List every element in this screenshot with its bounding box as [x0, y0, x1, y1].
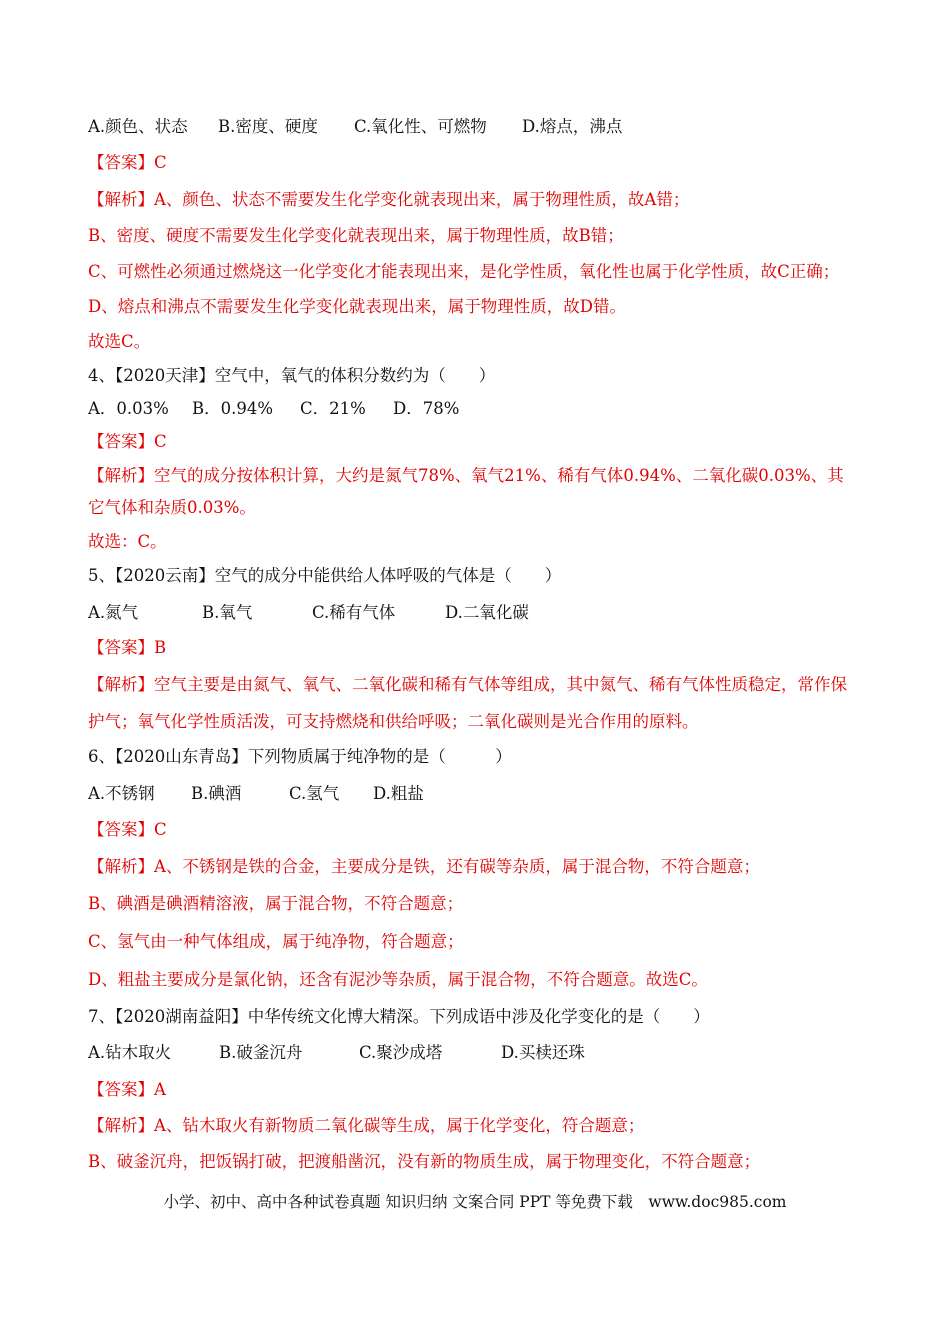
q6-option-c: C.氢气 — [289, 784, 340, 803]
q5-answer: 【答案】B — [88, 638, 167, 657]
q7-options — [88, 1042, 890, 1064]
q7-question: 7、【2020湖南益阳】中华传统文化博大精深。下列成语中涉及化学变化的是（ ） — [88, 1007, 710, 1026]
q3-analysis-line: D、熔点和沸点不需要发生化学变化就表现出来，属于物理性质，故D错。 — [88, 297, 626, 316]
q3-option-c: C.氧化性、可燃物 — [354, 117, 487, 136]
q4-options — [88, 398, 890, 420]
q5-question: 5、【2020云南】空气的成分中能供给人体呼吸的气体是（ ） — [88, 566, 562, 585]
q3-analysis-line: C、可燃性必须通过燃烧这一化学变化才能表现出来，是化学性质，氧化性也属于化学性质，故C正确； — [88, 262, 840, 281]
q4-option-b: B．0.94% — [192, 399, 274, 418]
q7-analysis-line: 【解析】A、钻木取火有新物质二氧化碳等生成，属于化学变化，符合题意； — [88, 1116, 645, 1135]
q3-options — [88, 116, 890, 138]
q3-analysis-line: B、密度、硬度不需要发生化学变化就表现出来，属于物理性质，故B错； — [88, 226, 624, 245]
q6-analysis-line: 【解析】A、不锈钢是铁的合金，主要成分是铁，还有碳等杂质，属于混合物，不符合题意； — [88, 857, 760, 876]
q4-answer: 【答案】C — [88, 432, 167, 451]
q5-analysis-line: 【解析】空气主要是由氮气、氧气、二氧化碳和稀有气体等组成，其中氮气、稀有气体性质稳定，常作保 — [88, 675, 847, 694]
q6-question: 6、【2020山东青岛】下列物质属于纯净物的是（ ） — [88, 747, 512, 766]
q5-analysis-line: 护气；氧气化学性质活泼，可支持燃烧和供给呼吸；二氧化碳则是光合作用的原料。 — [88, 712, 699, 731]
q3-analysis-line: 故选C。 — [88, 332, 151, 351]
q4-analysis-line: 【解析】空气的成分按体积计算，大约是氮气78%、氧气21%、稀有气体0.94%、二氧化碳0.03%、其 — [88, 466, 844, 485]
q6-analysis-line: B、碘酒是碘酒精溶液，属于混合物，不符合题意； — [88, 894, 464, 913]
q6-option-d: D.粗盐 — [373, 784, 424, 803]
q5-option-a: A.氮气 — [88, 603, 139, 622]
q6-option-a: A.不锈钢 — [88, 784, 155, 803]
q4-option-d: D．78% — [393, 399, 460, 418]
q3-answer: 【答案】C — [88, 153, 167, 172]
q3-option-d: D.熔点，沸点 — [522, 117, 623, 136]
q5-options — [88, 602, 890, 624]
q4-option-a: A．0.03% — [88, 399, 169, 418]
q4-analysis-line: 故选：C。 — [88, 532, 167, 551]
q3-option-a: A.颜色、状态 — [88, 117, 188, 136]
q7-answer: 【答案】A — [88, 1080, 166, 1099]
q4-analysis-line: 它气体和杂质0.03%。 — [88, 498, 256, 517]
q4-option-c: C．21% — [300, 399, 366, 418]
q3-analysis-line: 【解析】A、颜色、状态不需要发生化学变化就表现出来，属于物理性质，故A错； — [88, 190, 690, 209]
q5-option-c: C.稀有气体 — [312, 603, 396, 622]
q7-option-c: C.聚沙成塔 — [359, 1043, 443, 1062]
q7-option-a: A.钻木取火 — [88, 1043, 172, 1062]
q6-analysis-line: C、氢气由一种气体组成，属于纯净物，符合题意； — [88, 932, 464, 951]
q3-option-b: B.密度、硬度 — [218, 117, 318, 136]
q7-option-b: B.破釜沉舟 — [219, 1043, 303, 1062]
page-footer: 小学、初中、高中各种试卷真题 知识归纳 文案合同 PPT 等免费下载 www.doc985.com — [163, 1193, 787, 1211]
q7-analysis-line: B、破釜沉舟，把饭锅打破，把渡船凿沉，没有新的物质生成，属于物理变化，不符合题意； — [88, 1152, 761, 1171]
q6-option-b: B.碘酒 — [191, 784, 242, 803]
q5-option-d: D.二氧化碳 — [445, 603, 529, 622]
q5-option-b: B.氧气 — [202, 603, 253, 622]
q6-answer: 【答案】C — [88, 820, 167, 839]
q7-option-d: D.买椟还珠 — [501, 1043, 585, 1062]
q6-options — [88, 783, 890, 805]
q6-analysis-line: D、粗盐主要成分是氯化钠，还含有泥沙等杂质，属于混合物，不符合题意。故选C。 — [88, 970, 708, 989]
q4-question: 4、【2020天津】空气中，氧气的体积分数约为（ ） — [88, 366, 496, 385]
